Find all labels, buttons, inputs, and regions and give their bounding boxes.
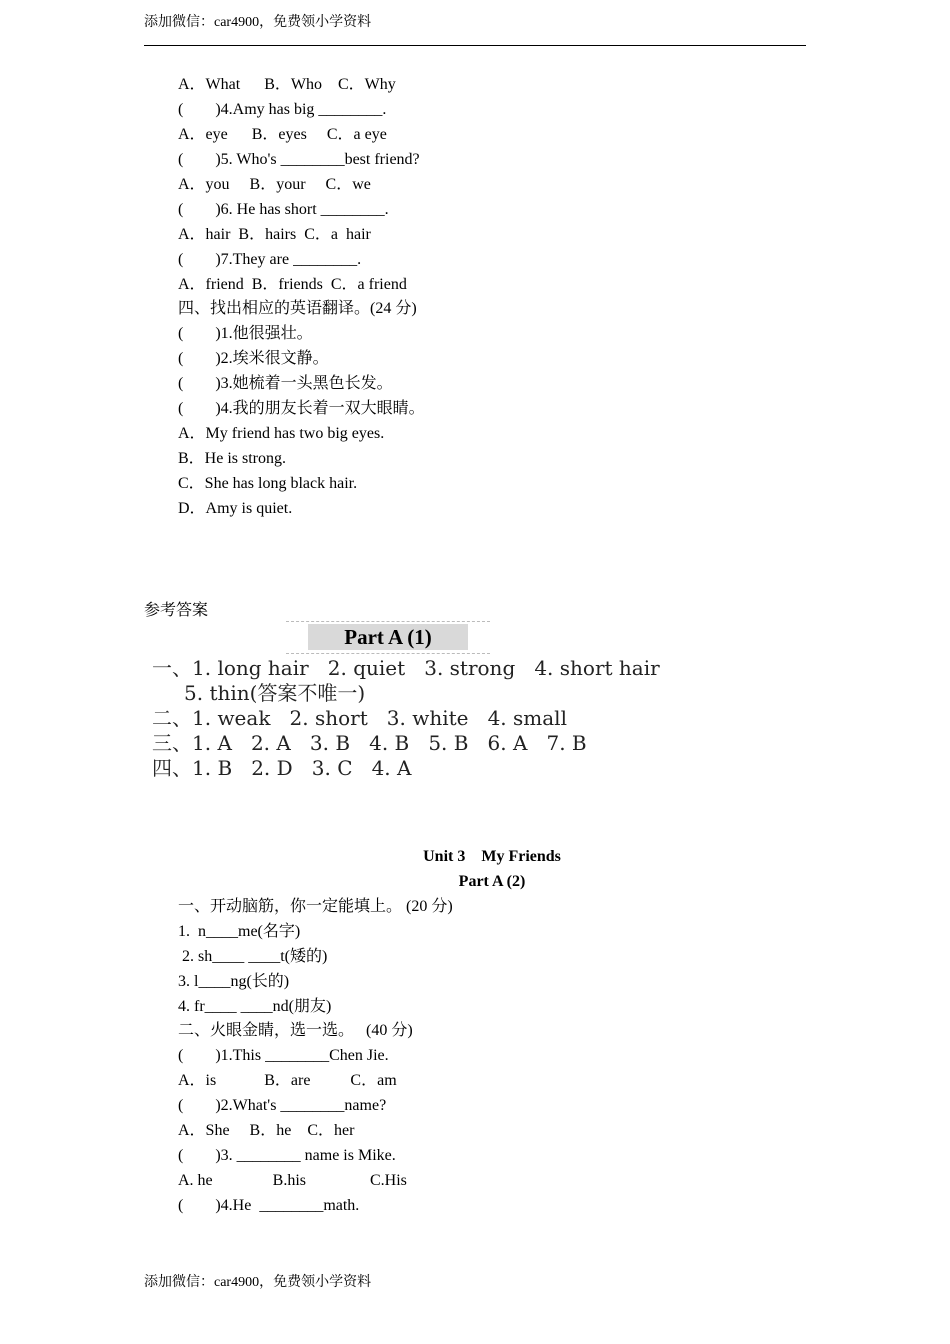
question-line: ( )7.They are ________. [178,251,362,268]
option-line: A．is B．are C．am [178,1072,397,1089]
answer-line: 三、1. A 2. A 3. B 4. B 5. B 6. A 7. B [152,731,587,755]
answers-badge: Part A (1) [308,624,468,650]
question-line: A．friend B．friends C．a friend [178,276,407,293]
question-line: ( )4.He ________math. [178,1197,360,1214]
question-line: A．hair B．hairs C．a hair [178,226,371,243]
question-line: ( )4.我的朋友长着一双大眼睛。 [178,400,425,417]
header-rule [144,45,806,46]
part-title: Part A (2) [458,873,526,890]
question-line: ( )2.What's ________name? [178,1097,387,1114]
question-line: ( )3. ________ name is Mike. [178,1147,396,1164]
question-line: ( )6. He has short ________. [178,201,389,218]
answers-title: 参考答案 [144,602,209,619]
question-line: A．eye B．eyes C．a eye [178,126,387,143]
section-heading: 四、找出相应的英语翻译。(24 分) [178,300,417,317]
answer-line: 5. thin(答案不唯一) [184,681,366,705]
question-line: ( )2.埃米很文静。 [178,350,329,367]
option-line: B．He is strong. [178,450,287,467]
option-line: A．My friend has two big eyes. [178,425,385,442]
option-line: D．Amy is quiet. [178,500,293,517]
question-line: ( )3.她梳着一头黑色长发。 [178,375,393,392]
option-line: A. he B.his C.His [178,1172,407,1189]
section-heading: 二、火眼金睛，选一选。 (40 分) [178,1022,413,1039]
question-line: A．you B．your C．we [178,176,371,193]
question-line: 1. n____me(名字) [178,923,301,940]
question-line: ( )1.他很强壮。 [178,325,313,342]
section-heading: 一、开动脑筋，你一定能填上。 (20 分) [178,898,453,915]
question-line: ( )5. Who's ________best friend? [178,151,420,168]
question-line: 2. sh____ ____t(矮的) [178,948,328,965]
question-line: A．What B．Who C．Why [178,76,396,93]
question-line: ( )4.Amy has big ________. [178,101,387,118]
answer-line: 二、1. weak 2. short 3. white 4. small [152,706,567,730]
page-header: 添加微信：car4900，免费领小学资料 [144,15,372,30]
answer-line: 一、1. long hair 2. quiet 3. strong 4. short hair [152,656,660,680]
question-line: 4. fr____ ____nd(朋友) [178,998,332,1015]
option-line: C．She has long black hair. [178,475,358,492]
option-line: A．She B．he C．her [178,1122,355,1139]
page-footer: 添加微信：car4900，免费领小学资料 [144,1275,372,1290]
unit-title: Unit 3 My Friends [423,848,561,865]
answer-line: 四、1. B 2. D 3. C 4. A [152,756,412,780]
question-line: 3. l____ng(长的) [178,973,290,990]
question-line: ( )1.This ________Chen Jie. [178,1047,389,1064]
